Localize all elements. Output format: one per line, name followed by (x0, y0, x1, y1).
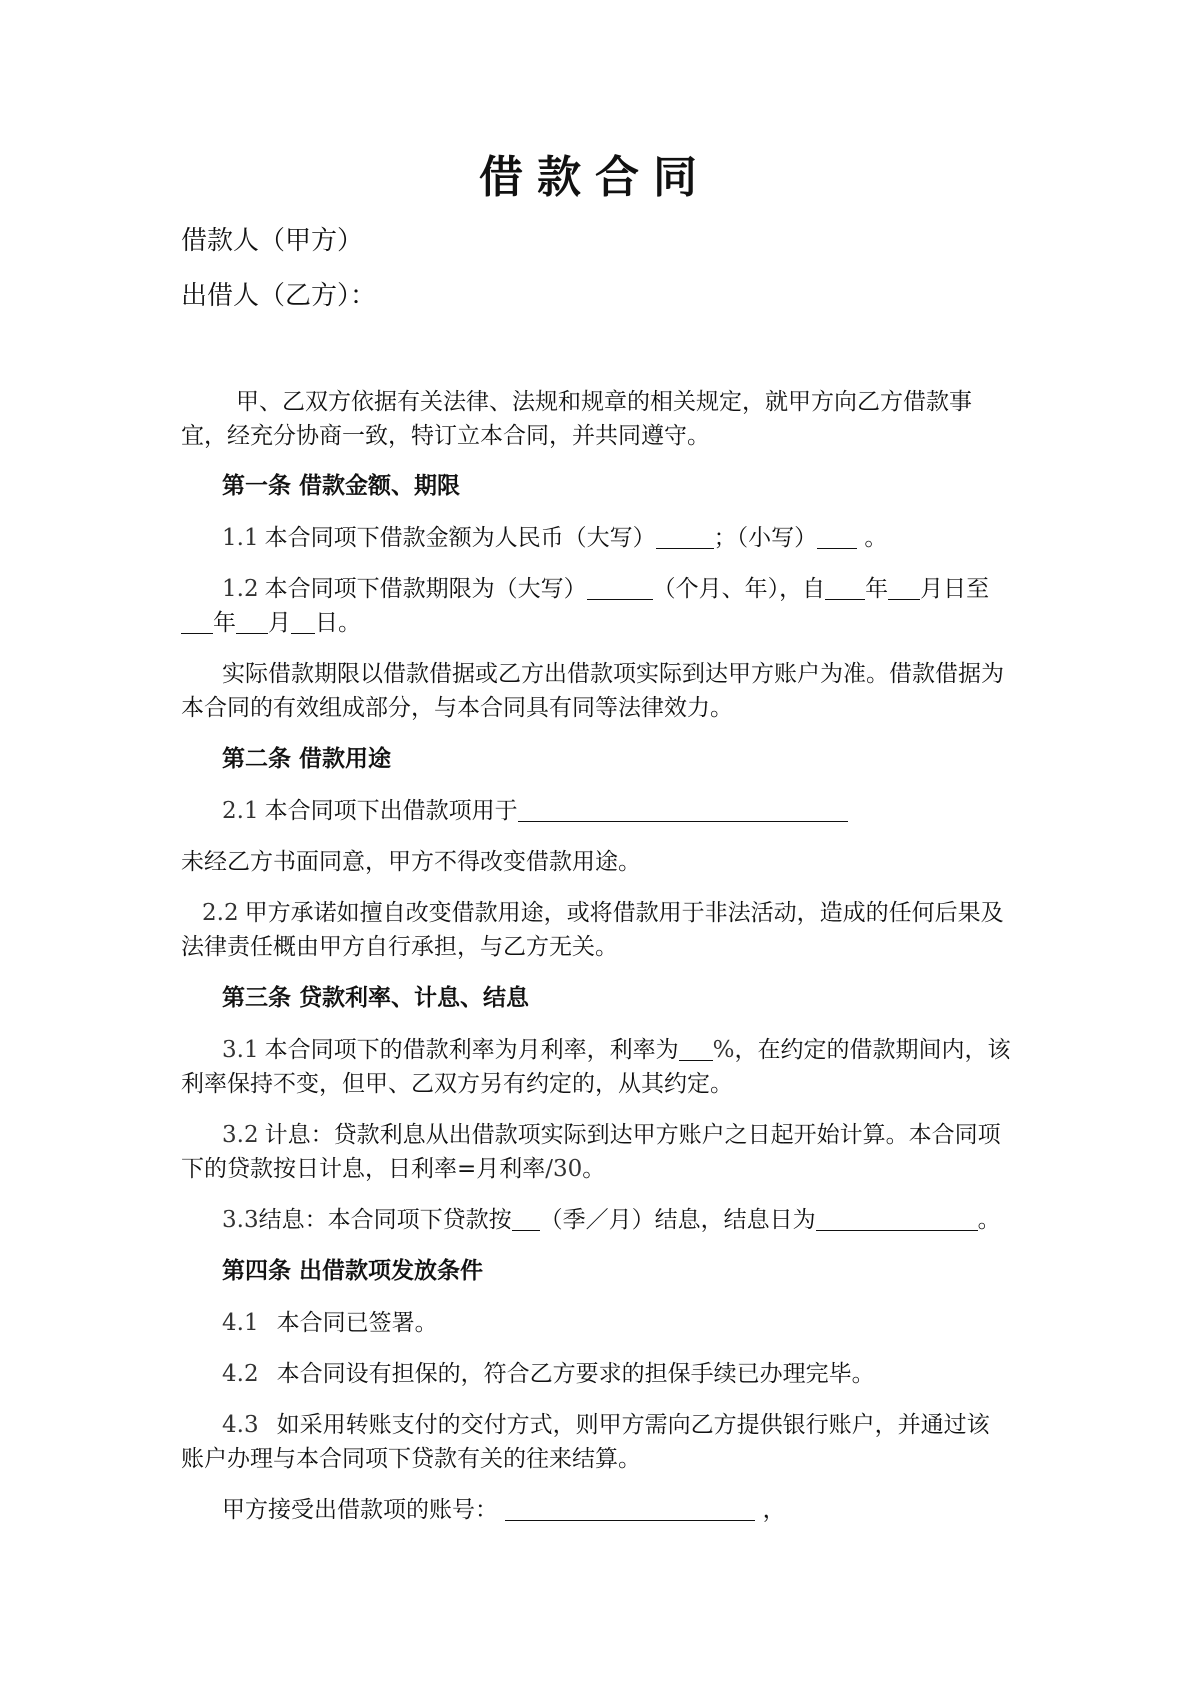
clause-text: 本合同项下的借款利率为月利率，利率为 (264, 1037, 679, 1063)
clause-text: 如采用转账支付的交付方式，则甲方需向乙方提供银行账户，并通过该账户办理与本合同项下贷款有关的往来结算。 (181, 1412, 990, 1472)
clause-number: 4.2 (222, 1361, 259, 1387)
clause-text: 日至 (943, 576, 990, 602)
clause-number: 2.2 (202, 900, 239, 926)
clause-text: 本合同已签署。 (276, 1310, 438, 1336)
contract-body (181, 385, 1011, 1544)
start-month-blank (888, 575, 920, 600)
end-year-blank (181, 609, 213, 634)
amount-upper-blank (656, 524, 714, 549)
clause-text: （季／月）结息，结息日为 (539, 1207, 816, 1233)
article-1-heading: 第一条 借款金额、期限 (222, 473, 461, 499)
account-label: 甲方接受出借款项的账号： (222, 1497, 498, 1523)
clause-text: 结息：本合同项下贷款按 (258, 1207, 512, 1233)
account-number-blank (505, 1496, 755, 1521)
clause-text: 。 (864, 525, 888, 551)
clause-1-2 (181, 572, 1011, 640)
clause-number: 3.2 (222, 1122, 259, 1148)
amount-lower-blank (817, 524, 857, 549)
clause-3-3 (181, 1203, 1011, 1237)
clause-number: 1.2 (222, 576, 259, 602)
clause-text: 本合同项下借款金额为人民币（大写） (264, 525, 656, 551)
clause-text: 年 (213, 610, 236, 636)
article-2-heading: 第二条 借款用途 (222, 746, 392, 772)
clause-2-1-tail: 未经乙方书面同意，甲方不得改变借款用途。 (181, 849, 641, 875)
clause-text: 计息：贷款利息从出借款项实际到达甲方账户之日起开始计算。本合同项下的贷款按日计息，日利率=月利率 (181, 1122, 1001, 1182)
account-line (181, 1493, 1011, 1527)
clause-text: 日。 (315, 610, 361, 636)
clause-3-2 (181, 1118, 1011, 1186)
clause-4-1 (181, 1306, 1011, 1340)
end-day-blank (291, 609, 315, 634)
term-note: 实际借款期限以借款借据或乙方出借款项实际到达甲方账户为准。借款借据为本合同的有效组成部分，与本合同具有同等法律效力。 (181, 661, 1004, 721)
clause-text: 月 (268, 610, 291, 636)
clause-3-1 (181, 1033, 1011, 1101)
rate-blank (679, 1036, 713, 1061)
clause-number: 3.3 (222, 1207, 259, 1233)
clause-text: 本合同项下出借款项用于 (264, 798, 518, 824)
clause-number: 2.1 (222, 798, 259, 824)
start-year-blank (825, 575, 865, 600)
clause-text: 本合同项下借款期限为（大写） (264, 576, 587, 602)
clause-text: （个月、年），自 (652, 576, 826, 602)
clause-4-2 (181, 1357, 1011, 1391)
clause-text: 本合同设有担保的，符合乙方要求的担保手续已办理完毕。 (276, 1361, 875, 1387)
clause-2-2 (181, 896, 1011, 964)
clause-1-1 (181, 521, 1011, 555)
clause-text: 甲方承诺如擅自改变借款用途，或将借款用于非法活动，造成的任何后果及法律责任概由甲方自行承担，与乙方无关。 (181, 900, 1004, 960)
clause-text: ， (762, 1497, 786, 1523)
settlement-day-blank (816, 1206, 978, 1231)
clause-number: 4.1 (222, 1310, 259, 1336)
lender-line: 出借人（乙方）： (181, 281, 377, 311)
clause-text: 月 (920, 576, 944, 602)
clause-4-3 (181, 1408, 1011, 1476)
clause-2-1 (181, 794, 1011, 828)
end-month-blank (236, 609, 268, 634)
clause-number: 3.1 (222, 1037, 259, 1063)
percent-sign: % (712, 1037, 735, 1063)
clause-text: 年 (865, 576, 889, 602)
clause-number: 1.1 (222, 525, 259, 551)
clause-text: 。 (582, 1156, 606, 1182)
article-4-heading: 第四条 出借款项发放条件 (222, 1258, 484, 1284)
intro-paragraph: 甲、乙双方依据有关法律、法规和规章的相关规定，就甲方向乙方借款事宜，经充分协商一致，特订立本合同，并共同遵守。 (181, 389, 972, 449)
clause-text: 。 (977, 1207, 1001, 1233)
clause-number: 4.3 (222, 1412, 259, 1438)
clause-text: ，在约定的借款期间内，该利率保持不变，但甲、乙双方另有约定的，从其约定。 (181, 1037, 1011, 1097)
clause-text: /30 (545, 1156, 583, 1182)
article-3-heading: 第三条 贷款利率、计息、结息 (222, 985, 530, 1011)
clause-text: ；（小写） (713, 525, 818, 551)
settlement-period-blank (512, 1206, 540, 1231)
document-title: 借款合同 (479, 152, 711, 203)
term-blank (587, 575, 653, 600)
borrower-line: 借款人（甲方） (181, 226, 364, 256)
purpose-blank (518, 797, 848, 822)
